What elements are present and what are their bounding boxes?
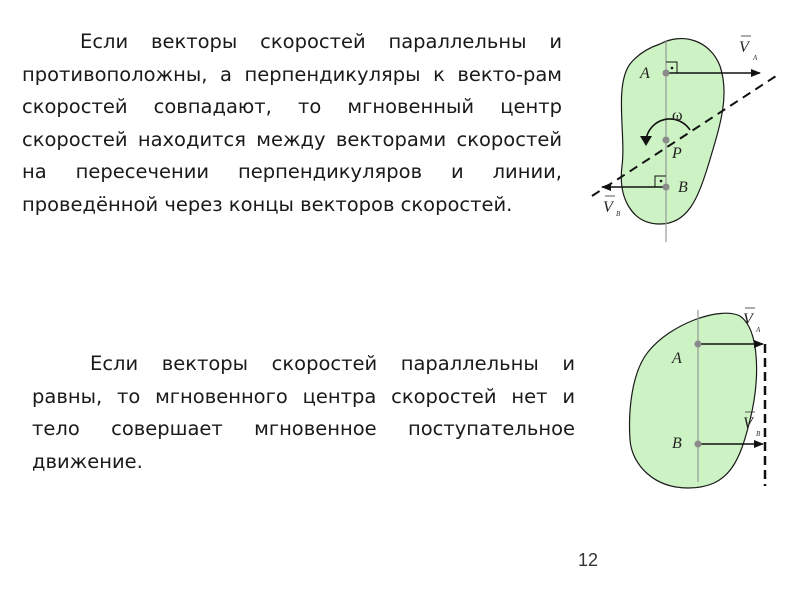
label-b: B <box>678 179 688 196</box>
right-angle-dot-b <box>660 180 663 183</box>
paragraph-2-text: Если векторы скоростей параллельны и равны, то мгновенного центра скоростей нет и тело совершает мгновенное поступательное движение. <box>32 352 575 473</box>
label-p: P <box>672 145 682 162</box>
rigid-body <box>621 39 724 224</box>
point-p <box>663 137 670 144</box>
label-va: V <box>743 311 753 328</box>
label-va: V <box>739 39 749 56</box>
label-va-sub: A <box>753 54 758 62</box>
label-vb-sub: B <box>756 430 761 438</box>
rigid-body <box>630 313 757 488</box>
label-b: B <box>672 435 682 452</box>
label-a: A <box>640 65 650 82</box>
point-a <box>695 341 702 348</box>
label-va-sub: A <box>756 326 761 334</box>
paragraph-1-text: Если векторы скоростей параллельны и противоположны, а перпендикуляры к векто-рам скоростей совпадают, то мгновенный центр скоростей находится между векторами скоростей на пересечении перпендикуляров и линии, проведённой через концы векторов скоростей. <box>22 30 562 216</box>
label-vb-sub: B <box>616 210 621 218</box>
label-omega: ω <box>672 107 683 124</box>
paragraph-opposite-velocities <box>22 26 562 221</box>
point-b <box>663 184 670 191</box>
diagram-translational-motion <box>610 300 790 500</box>
label-vb: V <box>603 199 613 216</box>
page-number: 12 <box>578 550 599 570</box>
right-angle-dot-a <box>671 67 674 70</box>
paragraph-equal-velocities <box>32 348 575 478</box>
point-b <box>695 441 702 448</box>
label-a: A <box>672 350 682 367</box>
point-a <box>663 70 670 77</box>
diagram-instant-center <box>580 26 780 248</box>
label-vb: V <box>743 415 753 432</box>
